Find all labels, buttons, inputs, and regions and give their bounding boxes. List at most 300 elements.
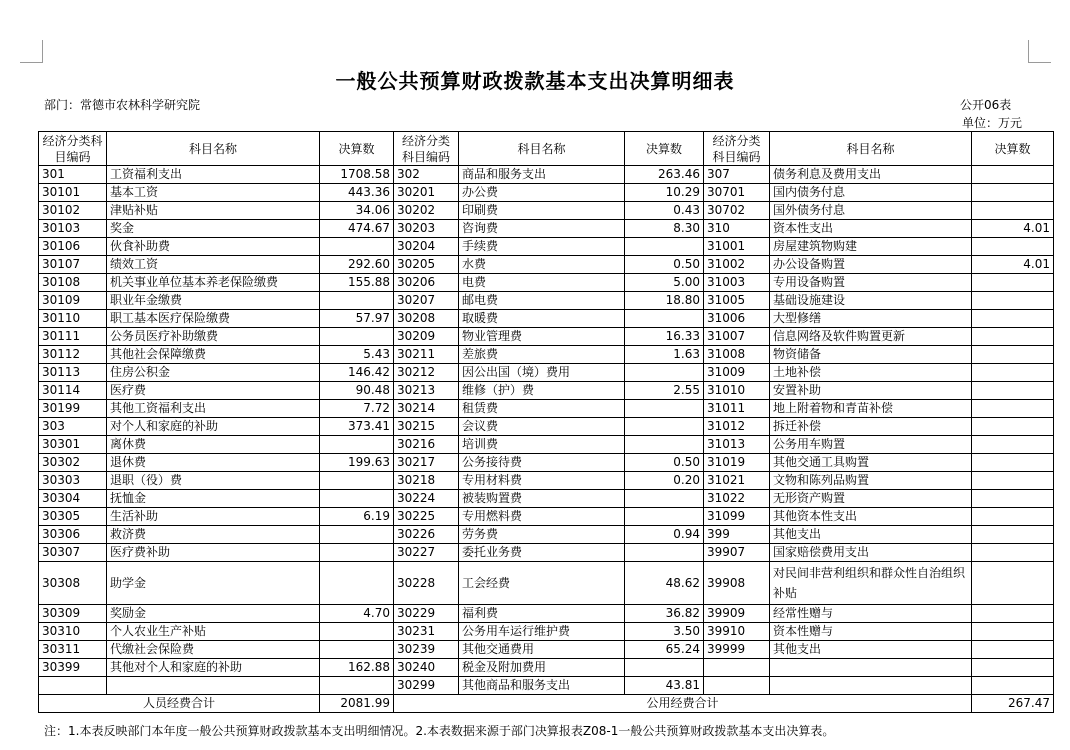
table-row (39, 490, 1054, 508)
amount-cell (625, 238, 704, 256)
table-row (39, 659, 1054, 677)
code-cell: 39999 (704, 641, 770, 659)
amount-cell (320, 677, 394, 695)
amount-cell (320, 436, 394, 454)
subject-name-cell: 邮电费 (459, 292, 625, 310)
public-total-value: 267.47 (972, 695, 1054, 713)
footnote: 注：1.本表反映部门本年度一般公共预算财政拨款基本支出明细情况。2.本表数据来源于部门决算报表Z08-1一般公共预算财政拨款基本支出决算表。 (44, 724, 835, 738)
table-header-row (39, 132, 1054, 166)
amount-cell: 10.29 (625, 184, 704, 202)
code-cell: 31005 (704, 292, 770, 310)
subject-name-cell: 公务接待费 (459, 454, 625, 472)
code-cell: 30239 (394, 641, 459, 659)
amount-cell: 57.97 (320, 310, 394, 328)
code-cell: 30113 (39, 364, 107, 382)
subject-name-cell: 公务用车购置 (770, 436, 972, 454)
subject-name-cell: 工会经费 (459, 562, 625, 605)
unit-label: 单位：万元 (962, 116, 1023, 130)
amount-cell: 199.63 (320, 454, 394, 472)
code-cell: 31007 (704, 328, 770, 346)
page-corner-mark (20, 40, 43, 63)
subject-name-cell: 专用燃料费 (459, 508, 625, 526)
code-cell: 30217 (394, 454, 459, 472)
amount-cell (972, 364, 1054, 382)
amount-cell (625, 544, 704, 562)
table-row (39, 641, 1054, 659)
subject-name-cell: 办公费 (459, 184, 625, 202)
amount-cell: 2.55 (625, 382, 704, 400)
subject-name-cell: 医疗费补助 (107, 544, 320, 562)
code-cell: 30299 (394, 677, 459, 695)
subject-name-cell: 机关事业单位基本养老保险缴费 (107, 274, 320, 292)
amount-cell: 65.24 (625, 641, 704, 659)
amount-cell (972, 659, 1054, 677)
code-cell: 30227 (394, 544, 459, 562)
amount-cell: 1.63 (625, 346, 704, 364)
subject-name-cell: 公务员医疗补助缴费 (107, 328, 320, 346)
amount-cell: 43.81 (625, 677, 704, 695)
code-cell: 30110 (39, 310, 107, 328)
amount-cell (972, 238, 1054, 256)
subject-name-cell: 培训费 (459, 436, 625, 454)
amount-cell (972, 544, 1054, 562)
code-cell: 30103 (39, 220, 107, 238)
amount-cell: 443.36 (320, 184, 394, 202)
subject-name-cell: 奖金 (107, 220, 320, 238)
amount-cell: 48.62 (625, 562, 704, 605)
table-row (39, 310, 1054, 328)
amount-cell: 8.30 (625, 220, 704, 238)
code-cell: 302 (394, 166, 459, 184)
amount-cell: 263.46 (625, 166, 704, 184)
code-cell: 30201 (394, 184, 459, 202)
subject-name-cell: 文物和陈列品购置 (770, 472, 972, 490)
amount-cell: 0.50 (625, 454, 704, 472)
amount-cell (320, 238, 394, 256)
amount-cell (972, 562, 1054, 605)
code-cell: 30213 (394, 382, 459, 400)
amount-cell (625, 364, 704, 382)
subject-name-cell: 办公设备购置 (770, 256, 972, 274)
subject-name-cell: 资本性支出 (770, 220, 972, 238)
code-cell: 30231 (394, 623, 459, 641)
code-cell: 30107 (39, 256, 107, 274)
amount-cell: 0.50 (625, 256, 704, 274)
amount-cell (972, 292, 1054, 310)
subject-name-cell: 医疗费 (107, 382, 320, 400)
code-cell: 31009 (704, 364, 770, 382)
subject-name-cell: 其他商品和服务支出 (459, 677, 625, 695)
code-cell: 31013 (704, 436, 770, 454)
amount-cell (320, 490, 394, 508)
code-cell: 30102 (39, 202, 107, 220)
code-cell: 31021 (704, 472, 770, 490)
page-title: 一般公共预算财政拨款基本支出决算明细表 (335, 69, 735, 93)
amount-cell (320, 641, 394, 659)
subject-name-cell: 安置补助 (770, 382, 972, 400)
code-cell: 30214 (394, 400, 459, 418)
subject-name-cell (107, 677, 320, 695)
table-row (39, 454, 1054, 472)
subject-name-cell: 商品和服务支出 (459, 166, 625, 184)
code-cell: 30211 (394, 346, 459, 364)
subject-name-cell: 代缴社会保险费 (107, 641, 320, 659)
code-cell: 30101 (39, 184, 107, 202)
amount-cell (972, 508, 1054, 526)
amount-cell (320, 544, 394, 562)
code-cell: 30302 (39, 454, 107, 472)
code-cell: 30212 (394, 364, 459, 382)
amount-cell (972, 346, 1054, 364)
amount-cell (625, 310, 704, 328)
subject-name-cell: 税金及附加费用 (459, 659, 625, 677)
amount-cell: 7.72 (320, 400, 394, 418)
amount-cell: 36.82 (625, 605, 704, 623)
subject-name-cell: 其他支出 (770, 526, 972, 544)
subject-name-cell: 手续费 (459, 238, 625, 256)
code-cell: 30106 (39, 238, 107, 256)
department-label: 部门：常德市农林科学研究院 (44, 98, 201, 112)
subject-name-cell: 其他资本性支出 (770, 508, 972, 526)
form-number: 公开06表 (960, 98, 1012, 112)
header-amount: 决算数 (625, 132, 704, 166)
amount-cell: 3.50 (625, 623, 704, 641)
subject-name-cell: 绩效工资 (107, 256, 320, 274)
subject-name-cell: 助学金 (107, 562, 320, 605)
code-cell: 30303 (39, 472, 107, 490)
amount-cell: 162.88 (320, 659, 394, 677)
code-cell: 30304 (39, 490, 107, 508)
subject-name-cell: 无形资产购置 (770, 490, 972, 508)
header-code: 经济分类科目编码 (394, 132, 459, 166)
subject-name-cell: 土地补偿 (770, 364, 972, 382)
amount-cell (972, 202, 1054, 220)
amount-cell (972, 677, 1054, 695)
amount-cell (972, 382, 1054, 400)
amount-cell (972, 641, 1054, 659)
amount-cell (972, 184, 1054, 202)
subject-name-cell: 拆迁补偿 (770, 418, 972, 436)
code-cell: 30112 (39, 346, 107, 364)
subject-name-cell: 工资福利支出 (107, 166, 320, 184)
subject-name-cell: 委托业务费 (459, 544, 625, 562)
code-cell: 31002 (704, 256, 770, 274)
amount-cell (320, 328, 394, 346)
code-cell: 30311 (39, 641, 107, 659)
amount-cell (972, 418, 1054, 436)
subject-name-cell: 会议费 (459, 418, 625, 436)
totals-row (39, 695, 1054, 713)
amount-cell: 6.19 (320, 508, 394, 526)
code-cell: 30208 (394, 310, 459, 328)
subject-name-cell: 因公出国（境）费用 (459, 364, 625, 382)
subject-name-cell: 退职（役）费 (107, 472, 320, 490)
amount-cell (972, 472, 1054, 490)
code-cell: 30305 (39, 508, 107, 526)
header-amount: 决算数 (320, 132, 394, 166)
amount-cell (625, 659, 704, 677)
subject-name-cell: 福利费 (459, 605, 625, 623)
amount-cell: 146.42 (320, 364, 394, 382)
amount-cell: 34.06 (320, 202, 394, 220)
code-cell: 310 (704, 220, 770, 238)
amount-cell: 474.67 (320, 220, 394, 238)
amount-cell: 4.01 (972, 220, 1054, 238)
code-cell: 30229 (394, 605, 459, 623)
code-cell: 30702 (704, 202, 770, 220)
subject-name-cell: 维修（护）费 (459, 382, 625, 400)
table-row (39, 677, 1054, 695)
subject-name-cell: 国外债务付息 (770, 202, 972, 220)
table-row (39, 364, 1054, 382)
header-code: 经济分类科目编码 (704, 132, 770, 166)
amount-cell (972, 526, 1054, 544)
amount-cell: 0.94 (625, 526, 704, 544)
subject-name-cell: 资本性赠与 (770, 623, 972, 641)
code-cell: 399 (704, 526, 770, 544)
code-cell: 31008 (704, 346, 770, 364)
subject-name-cell: 咨询费 (459, 220, 625, 238)
code-cell: 30399 (39, 659, 107, 677)
subject-name-cell: 房屋建筑物购建 (770, 238, 972, 256)
subject-name-cell: 对民间非营利组织和群众性自治组织补贴 (770, 562, 972, 605)
subject-name-cell: 其他支出 (770, 641, 972, 659)
amount-cell: 18.80 (625, 292, 704, 310)
public-total-label: 公用经费合计 (394, 695, 972, 713)
subject-name-cell: 经常性赠与 (770, 605, 972, 623)
subject-name-cell: 对个人和家庭的补助 (107, 418, 320, 436)
subject-name-cell: 印刷费 (459, 202, 625, 220)
subject-name-cell: 国家赔偿费用支出 (770, 544, 972, 562)
code-cell (704, 677, 770, 695)
table-row (39, 202, 1054, 220)
amount-cell: 1708.58 (320, 166, 394, 184)
amount-cell: 5.00 (625, 274, 704, 292)
subject-name-cell (770, 677, 972, 695)
subject-name-cell: 职工基本医疗保险缴费 (107, 310, 320, 328)
subject-name-cell: 被装购置费 (459, 490, 625, 508)
table-row (39, 256, 1054, 274)
amount-cell (972, 490, 1054, 508)
code-cell: 303 (39, 418, 107, 436)
amount-cell (972, 623, 1054, 641)
code-cell: 30199 (39, 400, 107, 418)
subject-name-cell: 基本工资 (107, 184, 320, 202)
table-row (39, 220, 1054, 238)
code-cell: 30215 (394, 418, 459, 436)
code-cell: 31022 (704, 490, 770, 508)
subject-name-cell: 职业年金缴费 (107, 292, 320, 310)
code-cell: 30209 (394, 328, 459, 346)
amount-cell (972, 400, 1054, 418)
code-cell: 39909 (704, 605, 770, 623)
amount-cell: 4.01 (972, 256, 1054, 274)
amount-cell (320, 562, 394, 605)
code-cell (704, 659, 770, 677)
subject-name-cell: 其他对个人和家庭的补助 (107, 659, 320, 677)
code-cell: 30307 (39, 544, 107, 562)
subject-name-cell: 个人农业生产补贴 (107, 623, 320, 641)
code-cell: 30218 (394, 472, 459, 490)
code-cell: 30108 (39, 274, 107, 292)
subject-name-cell: 其他交通费用 (459, 641, 625, 659)
code-cell: 301 (39, 166, 107, 184)
code-cell: 30301 (39, 436, 107, 454)
amount-cell (625, 400, 704, 418)
amount-cell (320, 623, 394, 641)
code-cell: 30224 (394, 490, 459, 508)
table-row (39, 274, 1054, 292)
code-cell: 30310 (39, 623, 107, 641)
subject-name-cell: 债务利息及费用支出 (770, 166, 972, 184)
subject-name-cell: 物资储备 (770, 346, 972, 364)
header-name: 科目名称 (107, 132, 320, 166)
amount-cell (972, 454, 1054, 472)
code-cell: 30202 (394, 202, 459, 220)
code-cell: 30205 (394, 256, 459, 274)
subject-name-cell: 津贴补贴 (107, 202, 320, 220)
subject-name-cell: 救济费 (107, 526, 320, 544)
amount-cell (972, 274, 1054, 292)
table-row (39, 562, 1054, 605)
amount-cell (625, 418, 704, 436)
expenditure-table (38, 131, 1054, 713)
code-cell: 30207 (394, 292, 459, 310)
code-cell: 31010 (704, 382, 770, 400)
code-cell: 30109 (39, 292, 107, 310)
table-row (39, 382, 1054, 400)
code-cell: 30225 (394, 508, 459, 526)
header-name: 科目名称 (459, 132, 625, 166)
code-cell: 31006 (704, 310, 770, 328)
subject-name-cell: 国内债务付息 (770, 184, 972, 202)
subject-name-cell: 大型修缮 (770, 310, 972, 328)
table-row (39, 166, 1054, 184)
personnel-total-value: 2081.99 (320, 695, 394, 713)
table-row (39, 526, 1054, 544)
page-corner-mark (1028, 40, 1051, 63)
amount-cell: 0.43 (625, 202, 704, 220)
subject-name-cell: 物业管理费 (459, 328, 625, 346)
table-row (39, 605, 1054, 623)
code-cell: 30228 (394, 562, 459, 605)
subject-name-cell: 离休费 (107, 436, 320, 454)
code-cell (39, 677, 107, 695)
code-cell: 30701 (704, 184, 770, 202)
subject-name-cell: 公务用车运行维护费 (459, 623, 625, 641)
amount-cell (972, 310, 1054, 328)
subject-name-cell: 专用设备购置 (770, 274, 972, 292)
subject-name-cell: 取暖费 (459, 310, 625, 328)
subject-name-cell: 劳务费 (459, 526, 625, 544)
subject-name-cell: 退休费 (107, 454, 320, 472)
table-row (39, 184, 1054, 202)
code-cell: 30203 (394, 220, 459, 238)
subject-name-cell: 租赁费 (459, 400, 625, 418)
table-row (39, 508, 1054, 526)
code-cell: 30240 (394, 659, 459, 677)
amount-cell (320, 292, 394, 310)
amount-cell (972, 605, 1054, 623)
subject-name-cell: 信息网络及软件购置更新 (770, 328, 972, 346)
code-cell: 31019 (704, 454, 770, 472)
subject-name-cell: 水费 (459, 256, 625, 274)
amount-cell: 90.48 (320, 382, 394, 400)
code-cell: 307 (704, 166, 770, 184)
amount-cell: 4.70 (320, 605, 394, 623)
code-cell: 30226 (394, 526, 459, 544)
code-cell: 31003 (704, 274, 770, 292)
amount-cell (972, 166, 1054, 184)
amount-cell: 292.60 (320, 256, 394, 274)
code-cell: 30204 (394, 238, 459, 256)
code-cell: 30114 (39, 382, 107, 400)
table-row (39, 623, 1054, 641)
code-cell: 31001 (704, 238, 770, 256)
subject-name-cell: 其他社会保障缴费 (107, 346, 320, 364)
subject-name-cell: 抚恤金 (107, 490, 320, 508)
table-row (39, 238, 1054, 256)
code-cell: 30111 (39, 328, 107, 346)
amount-cell (625, 508, 704, 526)
subject-name-cell: 差旅费 (459, 346, 625, 364)
subject-name-cell (770, 659, 972, 677)
amount-cell (972, 328, 1054, 346)
amount-cell (320, 526, 394, 544)
table-row (39, 544, 1054, 562)
table-row (39, 328, 1054, 346)
subject-name-cell: 住房公积金 (107, 364, 320, 382)
amount-cell: 0.20 (625, 472, 704, 490)
amount-cell: 16.33 (625, 328, 704, 346)
code-cell: 31012 (704, 418, 770, 436)
code-cell: 39910 (704, 623, 770, 641)
personnel-total-label: 人员经费合计 (39, 695, 320, 713)
code-cell: 31099 (704, 508, 770, 526)
amount-cell: 5.43 (320, 346, 394, 364)
table-row (39, 472, 1054, 490)
header-amount: 决算数 (972, 132, 1054, 166)
amount-cell (320, 472, 394, 490)
code-cell: 30308 (39, 562, 107, 605)
subject-name-cell: 奖励金 (107, 605, 320, 623)
table-row (39, 346, 1054, 364)
amount-cell: 155.88 (320, 274, 394, 292)
amount-cell (972, 436, 1054, 454)
subject-name-cell: 伙食补助费 (107, 238, 320, 256)
subject-name-cell: 生活补助 (107, 508, 320, 526)
header-name: 科目名称 (770, 132, 972, 166)
subject-name-cell: 电费 (459, 274, 625, 292)
header-code: 经济分类科目编码 (39, 132, 107, 166)
amount-cell (625, 490, 704, 508)
table-row (39, 400, 1054, 418)
amount-cell (625, 436, 704, 454)
code-cell: 39907 (704, 544, 770, 562)
subject-name-cell: 其他交通工具购置 (770, 454, 972, 472)
table-row (39, 436, 1054, 454)
subject-name-cell: 基础设施建设 (770, 292, 972, 310)
table-row (39, 292, 1054, 310)
subject-name-cell: 专用材料费 (459, 472, 625, 490)
subject-name-cell: 地上附着物和青苗补偿 (770, 400, 972, 418)
code-cell: 30306 (39, 526, 107, 544)
code-cell: 39908 (704, 562, 770, 605)
code-cell: 30309 (39, 605, 107, 623)
code-cell: 30206 (394, 274, 459, 292)
table-row (39, 418, 1054, 436)
code-cell: 30216 (394, 436, 459, 454)
